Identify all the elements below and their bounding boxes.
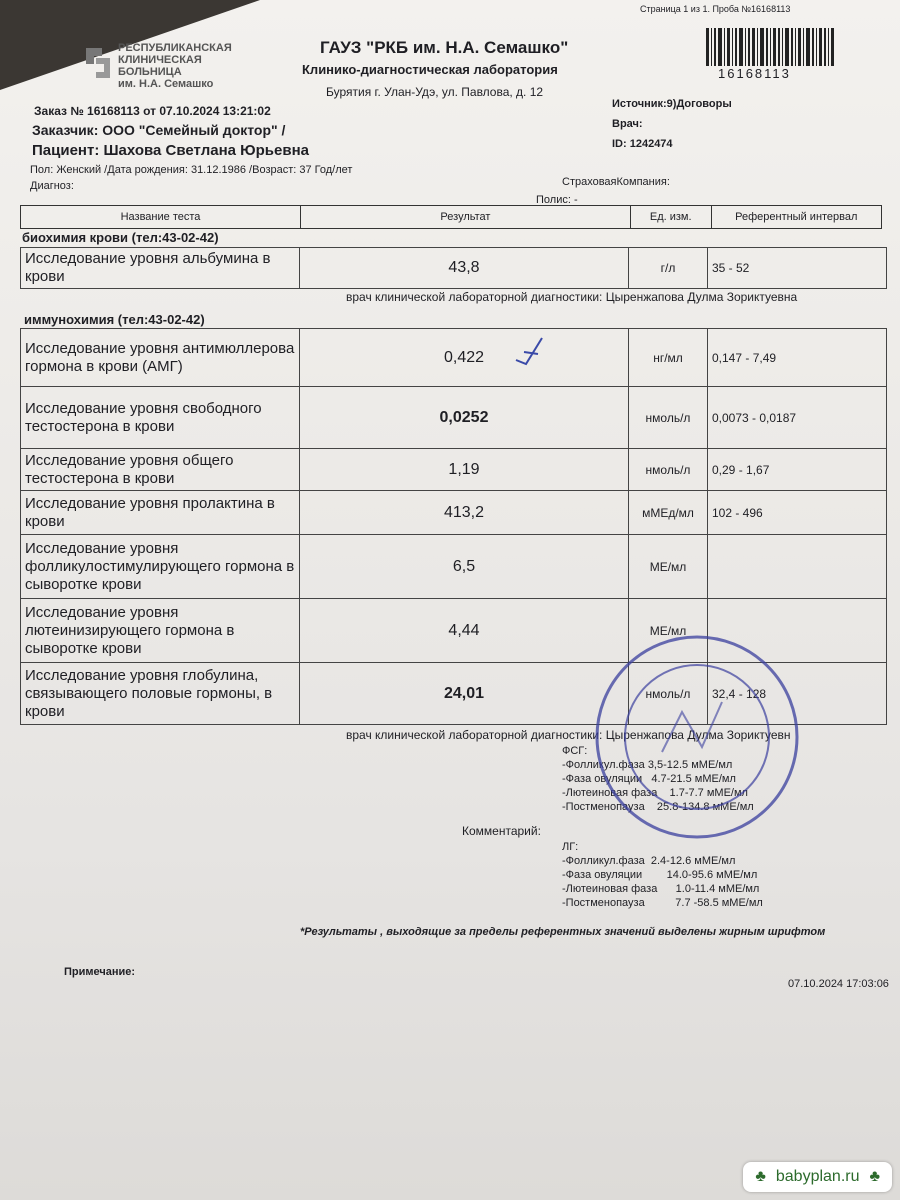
- test-unit: МЕ/мл: [629, 599, 708, 663]
- remark-label: Примечание:: [64, 966, 136, 978]
- test-ref: 0,0073 - 0,0187: [708, 387, 887, 449]
- policy: Полис: -: [536, 194, 578, 206]
- test-unit: нг/мл: [629, 329, 708, 387]
- signer: врач клинической лабораторной диагностики: Цыренжапова Дулма Зориктуевна: [346, 290, 798, 304]
- test-value: 43,8: [300, 248, 629, 289]
- test-name: Исследование уровня лютеинизирующего гормона в сыворотке крови: [21, 599, 300, 663]
- test-ref: 35 - 52: [708, 248, 887, 289]
- test-value: 1,19: [300, 449, 629, 491]
- section-title: биохимия крови (тел:43-02-42): [22, 230, 219, 245]
- doctor: Врач:: [612, 118, 643, 130]
- test-value: 6,5: [300, 535, 629, 599]
- print-datetime: 07.10.2024 17:03:06: [788, 978, 889, 990]
- logo-line: им. Н.А. Семашко: [118, 78, 214, 90]
- test-name: Исследование уровня глобулина, связывающего половые гормоны, в крови: [21, 663, 300, 725]
- barcode: [706, 28, 836, 66]
- handwritten-check-icon: [512, 334, 548, 370]
- test-value: 24,01: [300, 663, 629, 725]
- logo-line: БОЛЬНИЦА: [118, 66, 182, 78]
- test-value: 0,0252: [300, 387, 629, 449]
- test-ref: 0,29 - 1,67: [708, 449, 887, 491]
- test-ref: [708, 535, 887, 599]
- test-value: 0,422: [300, 329, 629, 387]
- test-value: 413,2: [300, 491, 629, 535]
- diagnosis: Диагноз:: [30, 180, 74, 192]
- table-row: [21, 387, 887, 449]
- test-name: Исследование уровня пролактина в крови: [21, 491, 300, 535]
- clover-icon: ♣: [755, 1168, 766, 1185]
- col-header-result: Результат: [301, 206, 631, 228]
- col-header-name: Название теста: [21, 206, 301, 228]
- test-unit: нмоль/л: [629, 663, 708, 725]
- test-value: 4,44: [300, 599, 629, 663]
- section-title: иммунохимия (тел:43-02-42): [24, 312, 205, 327]
- test-unit: г/л: [629, 248, 708, 289]
- test-ref: 102 - 496: [708, 491, 887, 535]
- round-stamp-icon: [592, 632, 802, 842]
- watermark-text: babyplan.ru: [775, 1168, 860, 1185]
- test-unit: нмоль/л: [629, 387, 708, 449]
- barcode-number: 16168113: [718, 66, 791, 81]
- table-row: [21, 535, 887, 599]
- insurance-company: СтраховаяКомпания:: [562, 176, 670, 188]
- source: Источник:9)Договоры: [612, 98, 732, 110]
- test-name: Исследование уровня фолликулостимулирующего гормона в сыворотке крови: [21, 535, 300, 599]
- test-ref: 0,147 - 7,49: [708, 329, 887, 387]
- table-header: [20, 205, 882, 229]
- table-row: [21, 329, 887, 387]
- page-info: Страница 1 из 1. Проба №16168113: [640, 4, 791, 14]
- logo-line: РЕСПУБЛИКАНСКАЯ: [118, 42, 232, 54]
- patient-details: Пол: Женский /Дата рождения: 31.12.1986 /Возраст: 37 Год/лет: [30, 164, 353, 176]
- table-row: [21, 248, 887, 289]
- organization-name: ГАУЗ "РКБ им. Н.А. Семашко": [320, 38, 569, 57]
- test-ref: 32,4 - 128: [708, 663, 887, 725]
- order-line: Заказ № 16168113 от 07.10.2024 13:21:02: [34, 104, 271, 118]
- test-name: Исследование уровня свободного тестостерона в крови: [21, 387, 300, 449]
- logo-emblem-icon: [82, 44, 114, 82]
- test-name: Исследование уровня альбумина в крови: [21, 248, 300, 289]
- signer: врач клинической лабораторной диагностики: Цыренжапова Дулма Зориктуевн: [346, 728, 791, 742]
- bold-note: *Результаты , выходящие за пределы референтных значений выделены жирным шрифтом: [300, 926, 826, 938]
- test-unit: МЕ/мл: [629, 535, 708, 599]
- results-table-biochem: [20, 247, 887, 289]
- table-row: [21, 449, 887, 491]
- logo-text: [118, 42, 258, 90]
- lg-reference: ЛГ: -Фолликул.фаза 2.4-12.6 мМЕ/мл -Фаза овуляции 14.0-95.6 мМЕ/мл -Лютеиновая фаза 1.0-11.4 мМЕ/мл -Постменопауза 7.7 -58.5 мМЕ/мл: [562, 841, 763, 909]
- col-header-unit: Ед. изм.: [631, 206, 712, 228]
- col-header-ref: Референтный интервал: [735, 211, 858, 223]
- address: Бурятия г. Улан-Удэ, ул. Павлова, д. 12: [326, 85, 544, 99]
- hospital-logo: [78, 40, 258, 90]
- test-name: Исследование уровня общего тестостерона в крови: [21, 449, 300, 491]
- logo-line: КЛИНИЧЕСКАЯ: [118, 54, 202, 66]
- patient-name: Пациент: Шахова Светлана Юрьевна: [32, 142, 309, 159]
- test-name: Исследование уровня антимюллерова гормона в крови (АМГ): [21, 329, 300, 387]
- clover-icon: ♣: [869, 1168, 880, 1185]
- laboratory-name: Клинико-диагностическая лаборатория: [302, 62, 558, 77]
- fsg-reference: ФСГ: -Фолликул.фаза 3,5-12.5 мМЕ/мл -Фаза овуляции 4.7-21.5 мМЕ/мл -Лютеиновая фаза 1.7-7.7 мМЕ/мл -Постменопауза 25.8-134.8 мМЕ/мл: [562, 745, 754, 813]
- table-row: [21, 491, 887, 535]
- test-unit: нмоль/л: [629, 449, 708, 491]
- watermark: [743, 1162, 892, 1192]
- comments-label: Комментарий:: [462, 824, 541, 838]
- patient-id: ID: 1242474: [612, 138, 673, 150]
- customer: Заказчик: ООО "Семейный доктор" /: [32, 122, 286, 138]
- test-unit: мМЕд/мл: [629, 491, 708, 535]
